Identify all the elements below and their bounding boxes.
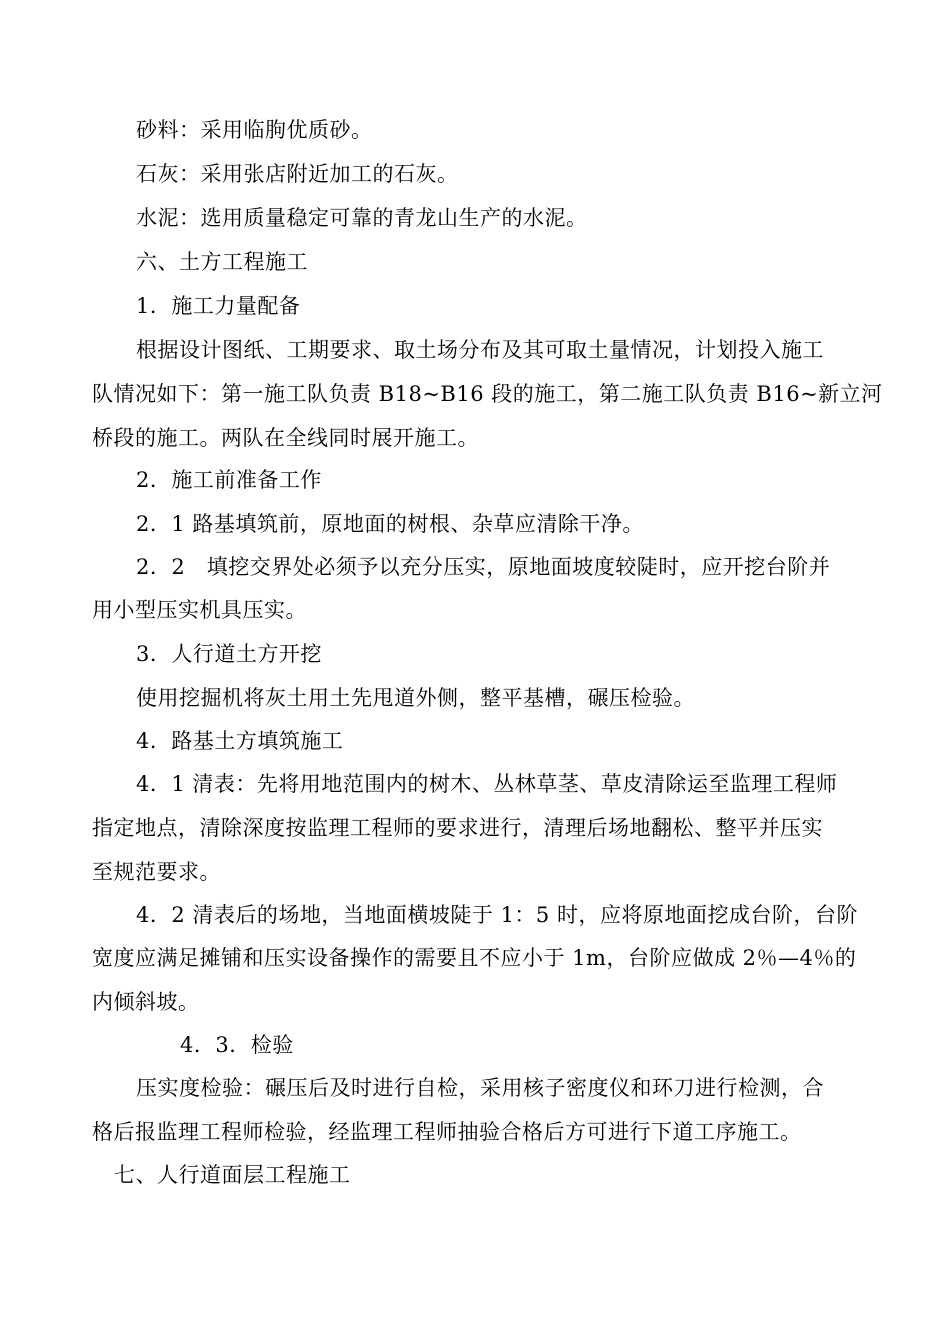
- paragraph-3: 使用挖掘机将灰土用土先甩道外侧，整平基槽，碾压检验。: [136, 686, 695, 710]
- paragraph-4-1-line2: 指定地点，清除深度按监理工程师的要求进行，清理后场地翻松、整平并压实: [92, 816, 823, 840]
- paragraph-4-2-line2: 宽度应满足摊铺和压实设备操作的需要且不应小于 1m，台阶应做成 2％—4％的: [92, 946, 857, 970]
- paragraph-4-1-line1: 4．1 清表：先将用地范围内的树木、丛林草茎、草皮清除运至监理工程师: [136, 772, 838, 796]
- heading-section-six: 六、土方工程施工: [136, 250, 308, 274]
- paragraph-2-1: 2．1 路基填筑前，原地面的树根、杂草应清除干净。: [136, 512, 644, 536]
- heading-section-seven: 七、人行道面层工程施工: [114, 1163, 351, 1187]
- paragraph-compaction-line1: 压实度检验：碾压后及时进行自检，采用核子密度仪和环刀进行检测，合: [136, 1076, 824, 1100]
- heading-1: 1．施工力量配备: [136, 294, 301, 318]
- paragraph-4-1-line3: 至规范要求。: [92, 860, 221, 884]
- heading-3: 3．人行道土方开挖: [136, 642, 322, 666]
- heading-4: 4．路基土方填筑施工: [136, 729, 344, 753]
- paragraph-1-line3: 桥段的施工。两队在全线同时展开施工。: [92, 426, 479, 450]
- paragraph-4-2-line3: 内倾斜坡。: [92, 990, 200, 1014]
- paragraph-lime: 石灰：采用张店附近加工的石灰。: [136, 162, 459, 186]
- heading-2: 2．施工前准备工作: [136, 468, 322, 492]
- paragraph-2-2-line2: 用小型压实机具压实。: [92, 598, 307, 622]
- paragraph-cement: 水泥：选用质量稳定可靠的青龙山生产的水泥。: [136, 206, 588, 230]
- paragraph-4-2-line1: 4．2 清表后的场地，当地面横坡陡于 1：5 时，应将原地面挖成台阶，台阶: [136, 903, 858, 927]
- heading-4-3: 4．3．检验: [180, 1033, 294, 1057]
- paragraph-1-line1: 根据设计图纸、工期要求、取土场分布及其可取土量情况，计划投入施工: [136, 338, 824, 362]
- paragraph-2-2-line1: 2．2 填挖交界处必须予以充分压实，原地面坡度较陡时，应开挖台阶并: [136, 555, 831, 579]
- paragraph-sand: 砂料：采用临朐优质砂。: [136, 118, 373, 142]
- paragraph-1-line2: 队情况如下：第一施工队负责 B18~B16 段的施工，第二施工队负责 B16~新立河: [92, 382, 883, 406]
- paragraph-compaction-line2: 格后报监理工程师检验，经监理工程师抽验合格后方可进行下道工序施工。: [92, 1120, 802, 1144]
